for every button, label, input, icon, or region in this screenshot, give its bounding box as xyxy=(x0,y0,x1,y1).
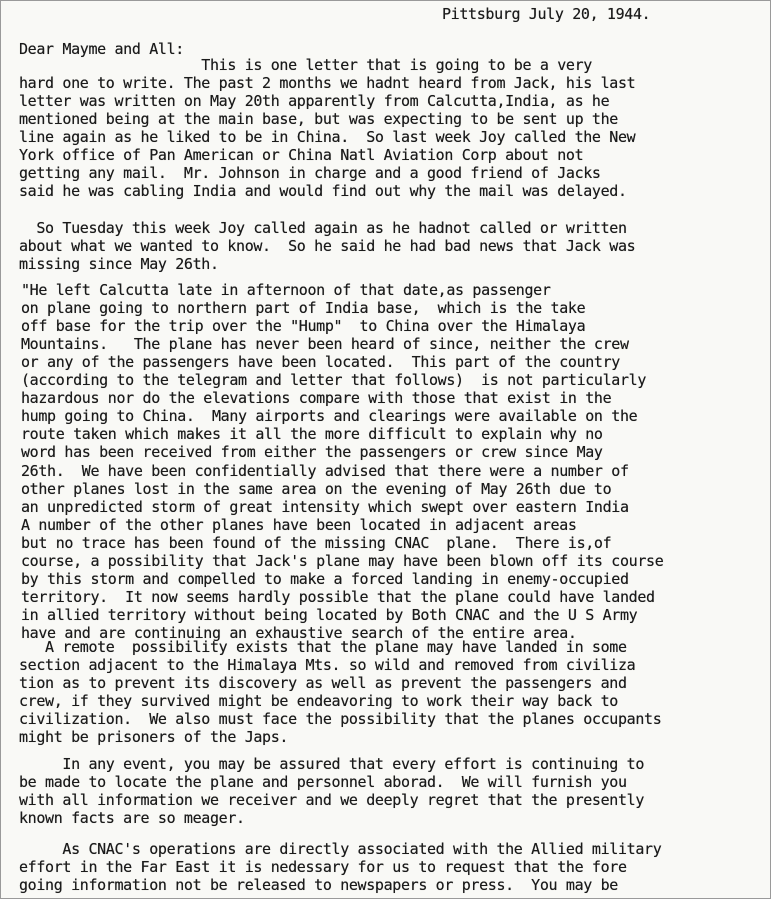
letter-date: Pittsburg July 20, 1944. xyxy=(442,5,651,23)
letter-line: hazardous nor do the elevations compare with those that exist in the xyxy=(21,389,612,408)
letter-line: tion as to prevent its discovery as well as prevent the passengers and xyxy=(19,674,627,693)
letter-line: course, a possibility that Jack's plane may have been blown off its course xyxy=(21,551,664,570)
letter-line: or any of the passengers have been located. This part of the country xyxy=(21,353,620,372)
letter-line: but no trace has been found of the missing CNAC plane. There is,of xyxy=(21,533,612,552)
letter-line: about what we wanted to know. So he said he had bad news that Jack was xyxy=(19,237,636,256)
letter-line: on plane going to northern part of India base, which is the take xyxy=(21,299,586,318)
letter-line: hard one to write. The past 2 months we hadnt heard from Jack, his last xyxy=(19,74,636,93)
letter-line: section adjacent to the Himalaya Mts. so wild and removed from civiliza xyxy=(19,656,636,675)
letter-line: route taken which makes it all the more difficult to explain why no xyxy=(21,425,603,444)
letter-line: by this storm and compelled to make a forced landing in enemy-occupied xyxy=(21,569,629,588)
letter-line: said he was cabling India and would find out why the mail was delayed. xyxy=(19,182,627,201)
letter-line: crew, if they survived might be endeavoring to work their way back to xyxy=(19,692,618,711)
letter-line: off base for the trip over the "Hump" to China over the Himalaya xyxy=(21,317,586,336)
letter-line: "He left Calcutta late in afternoon of that date,as passenger xyxy=(21,281,551,299)
letter-salutation: Dear Mayme and All: xyxy=(19,40,184,58)
letter-line: civilization. We also must face the possibility that the planes occupants xyxy=(19,710,662,729)
letter-line: be made to locate the plane and personnel aborad. We will furnish you xyxy=(19,773,627,792)
letter-line: word has been received from either the passengers or crew since May xyxy=(21,443,603,462)
letter-line: have and are continuing an exhaustive search of the entire area. xyxy=(21,623,577,642)
letter-line: Mountains. The plane has never been heard of since, neither the crew xyxy=(21,335,629,354)
letter-line: other planes lost in the same area on the evening of May 26th due to xyxy=(21,479,612,498)
letter-line: effort in the Far East it is nedessary for us to request that the fore xyxy=(19,858,627,877)
letter-line: A remote possibility exists that the plane may have landed in some xyxy=(19,638,627,656)
letter-line: In any event, you may be assured that every effort is continuing to xyxy=(19,755,645,773)
letter-line: an unpredicted storm of great intensity which swept over eastern India xyxy=(21,497,629,516)
letter-line: A number of the other planes have been located in adjacent areas xyxy=(21,515,577,534)
letter-line: missing since May 26th. xyxy=(19,255,219,274)
letter-line: line again as he liked to be in China. So last week Joy called the New xyxy=(19,128,636,147)
letter-line: 26th. We have been confidentially advised that there were a number of xyxy=(21,461,629,480)
letter-line: (according to the telegram and letter that follows) is not particularly xyxy=(21,371,647,390)
letter-line: might be prisoners of the Japs. xyxy=(19,728,289,747)
letter-line: going information not be released to newspapers or press. You may be xyxy=(19,876,618,895)
letter-line: with all information we receiver and we deeply regret that the presently xyxy=(19,791,645,810)
letter-line: in allied territory without being located by Both CNAC and the U S Army xyxy=(21,605,638,624)
letter-line: territory. It now seems hardly possible that the plane could have landed xyxy=(21,587,655,606)
letter-line: letter was written on May 20th apparently from Calcutta,India, as he xyxy=(19,92,610,111)
letter-line: As CNAC's operations are directly associated with the Allied military xyxy=(19,840,662,858)
letter-line: This is one letter that is going to be a very xyxy=(19,56,592,74)
letter-line: hump going to China. Many airports and clearings were available on the xyxy=(21,407,638,426)
letter-line: known facts are so meager. xyxy=(19,809,245,828)
letter-line: getting any mail. Mr. Johnson in charge and a good friend of Jacks xyxy=(19,164,601,183)
letter-line: York office of Pan American or China Natl Aviation Corp about not xyxy=(19,146,584,165)
letter-line: So Tuesday this week Joy called again as he hadnot called or written xyxy=(19,219,627,237)
letter-line: mentioned being at the main base, but was expecting to be sent up the xyxy=(19,110,618,129)
